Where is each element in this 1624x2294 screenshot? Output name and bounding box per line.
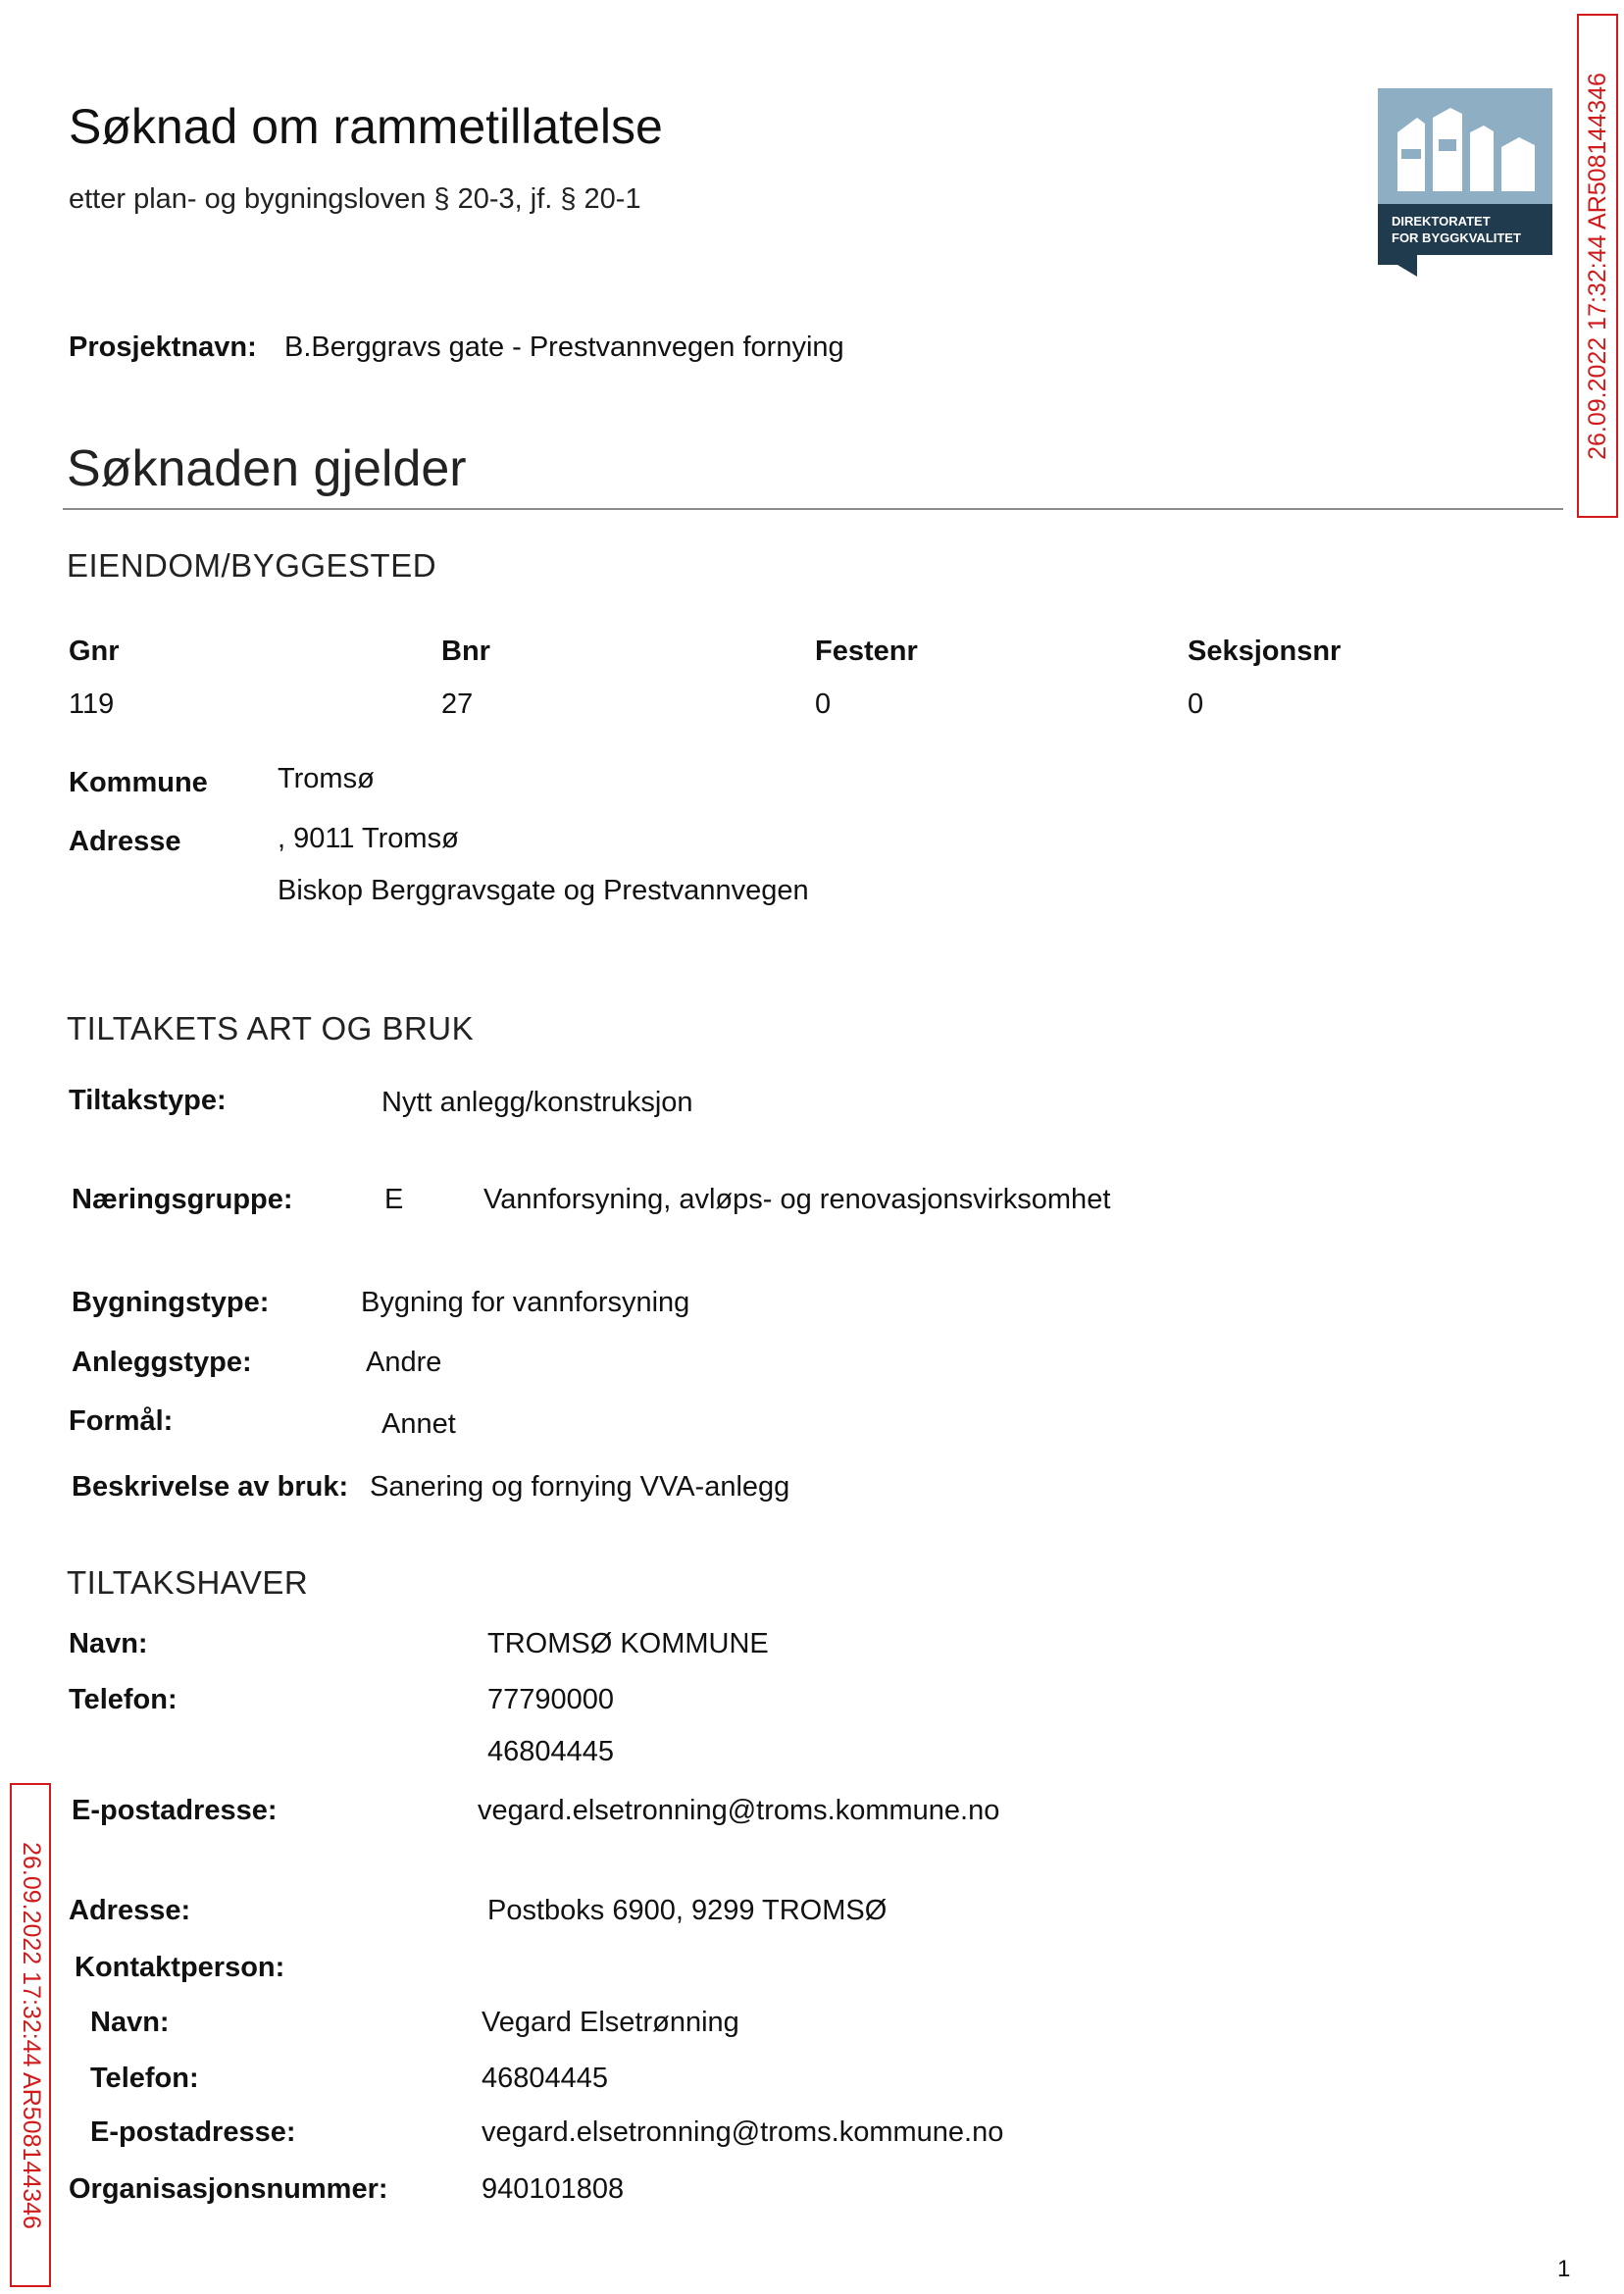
- contact-email-label: E-postadresse:: [90, 2116, 296, 2148]
- address-line1: , 9011 Tromsø: [278, 823, 459, 854]
- address-label: Adresse: [69, 826, 181, 857]
- section-title: Søknaden gjelder: [67, 440, 467, 497]
- festenr-value: 0: [815, 688, 832, 720]
- org-number-value: 940101808: [482, 2173, 625, 2205]
- building-type-label: Bygningstype:: [72, 1287, 270, 1318]
- municipality-value: Tromsø: [278, 763, 375, 794]
- timestamp-stamp-top: 26.09.2022 17:32:44 AR508144346: [1577, 14, 1618, 518]
- bnr-label: Bnr: [441, 636, 490, 667]
- timestamp-stamp-left: 26.09.2022 17:32:44 AR508144346: [10, 1783, 51, 2287]
- owner-phone-label: Telefon:: [69, 1684, 178, 1715]
- contact-email-value: vegard.elsetronning@troms.kommune.no: [482, 2116, 1004, 2148]
- owner-name-label: Navn:: [69, 1628, 148, 1659]
- building-type-value: Bygning for vannforsyning: [361, 1287, 690, 1318]
- facility-type-value: Andre: [366, 1347, 442, 1378]
- address-line2: Biskop Berggravsgate og Prestvannvegen: [278, 875, 809, 906]
- industry-value: Vannforsyning, avløps- og renovasjonsvirksomhet: [483, 1184, 1111, 1215]
- project-name-label: Prosjektnavn:: [69, 331, 257, 363]
- contact-name-value: Vegard Elsetrønning: [482, 2007, 739, 2038]
- seksjonsnr-label: Seksjonsnr: [1188, 636, 1342, 667]
- facility-type-label: Anleggstype:: [72, 1347, 252, 1378]
- owner-address-label: Adresse:: [69, 1895, 191, 1926]
- measure-heading: TILTAKETS ART OG BRUK: [67, 1010, 475, 1046]
- property-heading: EIENDOM/BYGGESTED: [67, 547, 437, 584]
- owner-phone-value1: 77790000: [487, 1684, 615, 1715]
- usage-label: Beskrivelse av bruk:: [72, 1471, 349, 1503]
- industry-code: E: [384, 1184, 404, 1215]
- dibk-logo: [1378, 88, 1552, 277]
- contact-phone-label: Telefon:: [90, 2063, 199, 2094]
- purpose-value: Annet: [381, 1408, 456, 1440]
- contact-name-label: Navn:: [90, 2007, 170, 2038]
- owner-phone-value2: 46804445: [487, 1736, 615, 1767]
- festenr-label: Festenr: [815, 636, 918, 667]
- contact-person-label: Kontaktperson:: [75, 1952, 285, 1983]
- page-title: Søknad om rammetillatelse: [69, 99, 663, 154]
- logo-graphic-icon: [1378, 88, 1552, 277]
- svg-text:FOR BYGGKVALITET: FOR BYGGKVALITET: [1392, 230, 1521, 245]
- owner-address-value: Postboks 6900, 9299 TROMSØ: [487, 1895, 888, 1926]
- svg-text:DIREKTORATET: DIREKTORATET: [1392, 214, 1491, 229]
- seksjonsnr-value: 0: [1188, 688, 1204, 720]
- industry-label: Næringsgruppe:: [72, 1184, 293, 1215]
- gnr-label: Gnr: [69, 636, 120, 667]
- section-divider: [63, 508, 1563, 510]
- project-name-value: B.Berggravs gate - Prestvannvegen fornying: [284, 331, 844, 363]
- page-subtitle: etter plan- og bygningsloven § 20-3, jf. § 20-1: [69, 183, 641, 215]
- purpose-label: Formål:: [69, 1405, 174, 1437]
- owner-name-value: TROMSØ KOMMUNE: [487, 1628, 769, 1659]
- bnr-value: 27: [441, 688, 474, 720]
- owner-email-value: vegard.elsetronning@troms.kommune.no: [478, 1795, 1000, 1826]
- owner-heading: TILTAKSHAVER: [67, 1564, 309, 1601]
- municipality-label: Kommune: [69, 767, 208, 798]
- owner-email-label: E-postadresse:: [72, 1795, 278, 1826]
- contact-phone-value: 46804445: [482, 2063, 609, 2094]
- gnr-value: 119: [69, 688, 115, 720]
- measure-type-value: Nytt anlegg/konstruksjon: [381, 1087, 693, 1118]
- usage-value: Sanering og fornying VVA-anlegg: [370, 1471, 790, 1503]
- measure-type-label: Tiltakstype:: [69, 1085, 227, 1116]
- org-number-label: Organisasjonsnummer:: [69, 2173, 388, 2205]
- page-number: 1: [1557, 2256, 1571, 2282]
